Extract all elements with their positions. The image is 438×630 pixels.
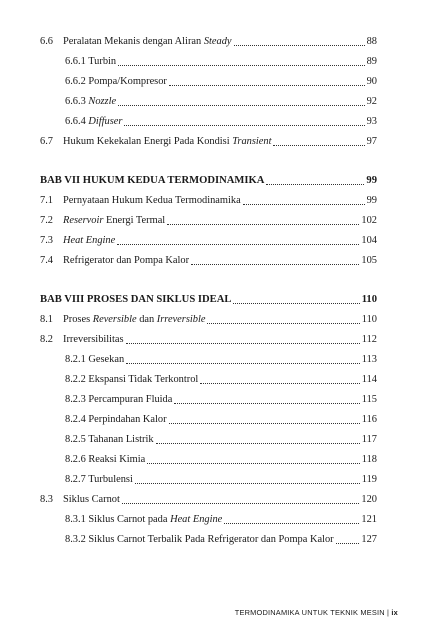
toc-page: 104	[361, 235, 377, 246]
toc-chapter-7[interactable]	[40, 167, 377, 187]
toc-entry-6-6-3[interactable]	[40, 88, 377, 108]
toc-page: 92	[366, 96, 377, 107]
toc-entry-8-3-1[interactable]	[40, 506, 377, 526]
toc-entry-8-3[interactable]	[40, 486, 377, 506]
toc-chapter-8[interactable]	[40, 286, 377, 306]
toc-entry-8-2-2[interactable]	[40, 366, 377, 386]
toc-entry-7-1[interactable]	[40, 187, 377, 207]
section-gap	[40, 148, 377, 167]
dot-leader	[234, 45, 365, 46]
toc-number: 8.2	[40, 334, 53, 345]
dot-leader	[207, 323, 359, 324]
dot-leader	[135, 483, 360, 484]
dot-leader	[122, 503, 360, 504]
dot-leader	[118, 65, 365, 66]
toc-title: Siklus Carnot	[63, 494, 120, 505]
toc-title: Peralatan Mekanis dengan Aliran Steady	[63, 36, 232, 47]
toc-entry-7-3[interactable]	[40, 227, 377, 247]
toc-title: Proses Reversible dan Irreversible	[63, 314, 206, 325]
footer-page-number: ix	[391, 608, 398, 617]
toc-title: Reservoir Energi Termal	[63, 215, 166, 226]
dot-leader	[156, 443, 360, 444]
toc-title: 8.2.5 Tahanan Listrik	[65, 434, 154, 445]
toc-number: 7.1	[40, 195, 53, 206]
toc-entry-8-2-6[interactable]	[40, 446, 377, 466]
toc-page: 116	[361, 414, 377, 425]
toc-page: 99	[366, 195, 377, 206]
toc-number: 7.2	[40, 215, 53, 226]
toc-entry-8-1[interactable]	[40, 306, 377, 326]
toc-entry-6-7[interactable]	[40, 128, 377, 148]
toc-title: 8.2.7 Turbulensi	[65, 474, 133, 485]
dot-leader	[124, 125, 364, 126]
toc-entry-6-6-4[interactable]	[40, 108, 377, 128]
dot-leader	[169, 85, 365, 86]
toc-entry-7-2[interactable]	[40, 207, 377, 227]
toc-page: 102	[361, 215, 377, 226]
dot-leader	[273, 145, 364, 146]
toc-title: 6.6.4 Diffuser	[65, 116, 123, 127]
dot-leader	[233, 303, 359, 304]
toc-title: 8.2.6 Reaksi Kimia	[65, 454, 146, 465]
toc-number: 6.6	[40, 36, 53, 47]
toc-number: 6.7	[40, 136, 53, 147]
toc-page: 117	[361, 434, 377, 445]
toc-title: Irreversibilitas	[63, 334, 124, 345]
toc-entry-8-2-5[interactable]	[40, 426, 377, 446]
toc-page: 89	[366, 56, 377, 67]
toc-entry-8-2-4[interactable]	[40, 406, 377, 426]
dot-leader	[191, 264, 359, 265]
toc-title: 8.2.4 Perpindahan Kalor	[65, 414, 167, 425]
toc-page: 127	[361, 534, 377, 545]
dot-leader	[126, 343, 360, 344]
toc-page: 119	[361, 474, 377, 485]
toc-page: 97	[366, 136, 377, 147]
toc-title: 6.6.1 Turbin	[65, 56, 117, 67]
toc-entry-8-2-7[interactable]	[40, 466, 377, 486]
toc-title: Pernyataan Hukum Kedua Termodinamika	[63, 195, 241, 206]
toc-title: 6.6.3 Nozzle	[65, 96, 117, 107]
toc-title: 8.3.1 Siklus Carnot pada Heat Engine	[65, 514, 223, 525]
toc-entry-7-4[interactable]	[40, 247, 377, 267]
toc-entry-6-6-2[interactable]	[40, 68, 377, 88]
toc-page: 99	[366, 175, 377, 186]
dot-leader	[243, 204, 365, 205]
dot-leader	[118, 105, 365, 106]
toc-entry-6-6[interactable]	[40, 28, 377, 48]
footer-running-title: TERMODINAMIKA UNTUK TEKNIK MESIN |	[234, 608, 392, 617]
section-gap	[40, 267, 377, 286]
toc-page: 120	[361, 494, 377, 505]
chapter-title: BAB VIII PROSES DAN SIKLUS IDEAL	[40, 294, 232, 305]
toc-title: 8.2.1 Gesekan	[65, 354, 125, 365]
dot-leader	[266, 184, 364, 185]
table-of-contents	[40, 28, 377, 546]
toc-page: 110	[361, 314, 377, 325]
toc-page: 115	[361, 394, 377, 405]
toc-page: 105	[361, 255, 377, 266]
toc-number: 8.3	[40, 494, 53, 505]
toc-page: 113	[361, 354, 377, 365]
page-footer	[0, 608, 398, 617]
toc-number: 7.3	[40, 235, 53, 246]
dot-leader	[167, 224, 359, 225]
toc-title: 8.2.3 Percampuran Fluida	[65, 394, 173, 405]
toc-page: 121	[361, 514, 377, 525]
dot-leader	[147, 463, 360, 464]
toc-page: 118	[361, 454, 377, 465]
toc-entry-8-2[interactable]	[40, 326, 377, 346]
dot-leader	[200, 383, 360, 384]
toc-page: 90	[366, 76, 377, 87]
toc-page: 114	[361, 374, 377, 385]
toc-entry-8-3-2[interactable]	[40, 526, 377, 546]
toc-title: 8.2.2 Ekspansi Tidak Terkontrol	[65, 374, 199, 385]
dot-leader	[224, 523, 359, 524]
toc-entry-8-2-1[interactable]	[40, 346, 377, 366]
chapter-title: BAB VII HUKUM KEDUA TERMODINAMIKA	[40, 175, 265, 186]
toc-page: 88	[366, 36, 377, 47]
toc-page: 110	[361, 294, 377, 305]
toc-entry-8-2-3[interactable]	[40, 386, 377, 406]
dot-leader	[117, 244, 359, 245]
toc-number: 8.1	[40, 314, 53, 325]
toc-title: Hukum Kekekalan Energi Pada Kondisi Transient	[63, 136, 272, 147]
toc-page: 93	[366, 116, 377, 127]
dot-leader	[169, 423, 360, 424]
dot-leader	[336, 543, 360, 544]
toc-title: Refrigerator dan Pompa Kalor	[63, 255, 190, 266]
toc-entry-6-6-1[interactable]	[40, 48, 377, 68]
toc-page: 112	[361, 334, 377, 345]
toc-title: Heat Engine	[63, 235, 116, 246]
toc-title: 8.3.2 Siklus Carnot Terbalik Pada Refrigerator dan Pompa Kalor	[65, 534, 334, 545]
toc-number: 7.4	[40, 255, 53, 266]
dot-leader	[126, 363, 360, 364]
toc-title: 6.6.2 Pompa/Kompresor	[65, 76, 167, 87]
dot-leader	[174, 403, 359, 404]
